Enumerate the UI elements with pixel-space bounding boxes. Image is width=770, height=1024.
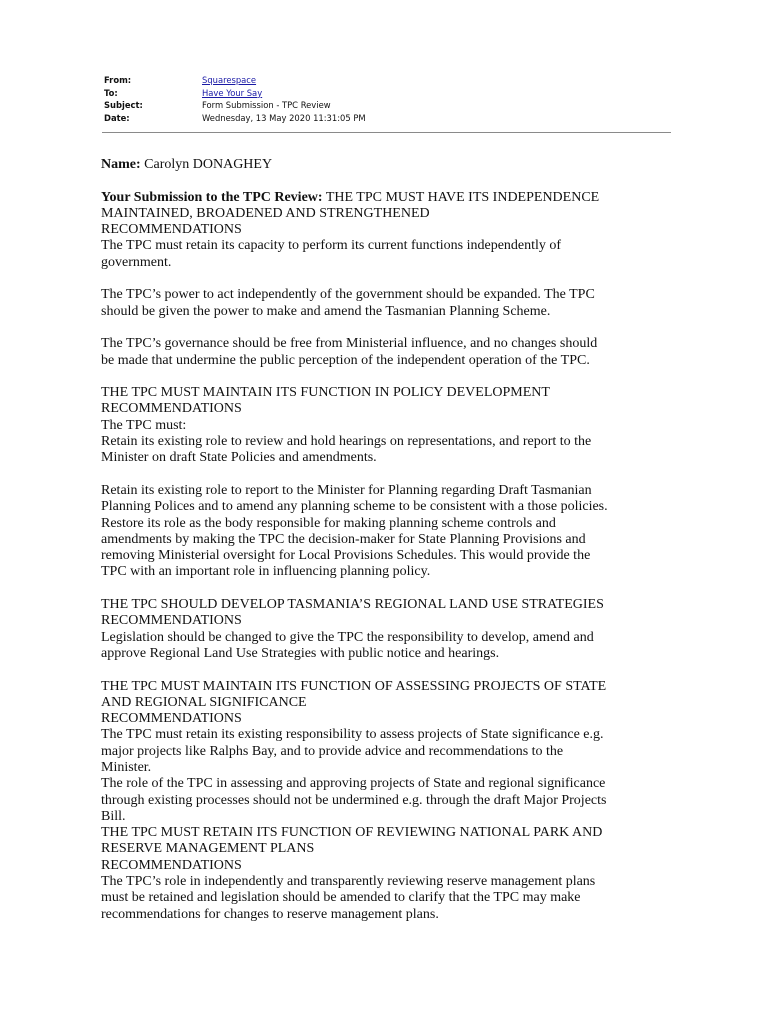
line-text: Minister on draft State Policies and amendments. bbox=[101, 450, 377, 466]
line-text: approve Regional Land Use Strategies with public notice and hearings. bbox=[101, 645, 500, 661]
to-row bbox=[104, 87, 672, 100]
line-text: MAINTAINED, BROADENED AND STRENGTHENED bbox=[101, 205, 430, 221]
line-text: The TPC’s role in independently and transparently reviewing reserve management plans bbox=[101, 874, 596, 890]
text-line bbox=[101, 499, 673, 515]
line-text: RECOMMENDATIONS bbox=[101, 857, 242, 873]
line-text: THE TPC MUST MAINTAIN ITS FUNCTION OF ASSESSING PROJECTS OF STATE bbox=[101, 678, 607, 694]
submission-text bbox=[101, 190, 673, 923]
text-line bbox=[101, 385, 673, 401]
text-line bbox=[101, 206, 673, 222]
blank-line bbox=[101, 271, 673, 287]
line-text: through existing processes should not be undermined e.g. through the draft Major Projects bbox=[101, 792, 607, 808]
line-text: recommendations for changes to reserve management plans. bbox=[101, 906, 439, 922]
line-text: removing Ministerial oversight for Local Provisions Schedules. This would provide the bbox=[101, 548, 591, 564]
line-text: Bill. bbox=[101, 808, 126, 824]
text-line bbox=[101, 727, 673, 743]
text-line bbox=[101, 711, 673, 727]
to-label: To: bbox=[104, 87, 118, 98]
line-text: RESERVE MANAGEMENT PLANS bbox=[101, 841, 315, 857]
line-text: The TPC must retain its capacity to perform its current functions independently of bbox=[101, 238, 562, 254]
line-text: Retain its existing role to review and hold hearings on representations, and report to the bbox=[101, 434, 592, 450]
text-line bbox=[101, 548, 673, 564]
to-link[interactable]: Have Your Say bbox=[202, 87, 263, 98]
from-link[interactable]: Squarespace bbox=[202, 75, 257, 85]
line-text: THE TPC MUST HAVE ITS INDEPENDENCE bbox=[325, 189, 600, 205]
blank-line bbox=[101, 369, 673, 385]
subject-value: Form Submission - TPC Review bbox=[202, 100, 331, 111]
text-line bbox=[101, 222, 673, 238]
text-line bbox=[101, 744, 673, 760]
date-label: Date: bbox=[104, 112, 130, 123]
line-text: amendments by making the TPC the decision-maker for State Planning Provisions and bbox=[101, 531, 586, 547]
text-line bbox=[101, 776, 673, 792]
text-line bbox=[101, 304, 673, 320]
line-text: THE TPC MUST MAINTAIN ITS FUNCTION IN POLICY DEVELOPMENT bbox=[101, 385, 550, 401]
line-text: should be given the power to make and amend the Tasmanian Planning Scheme. bbox=[101, 303, 551, 319]
line-text: The role of the TPC in assessing and approving projects of State and regional significance bbox=[101, 776, 606, 792]
line-text: RECOMMENDATIONS bbox=[101, 613, 242, 629]
line-text: RECOMMENDATIONS bbox=[101, 711, 242, 727]
text-line bbox=[101, 597, 673, 613]
line-text: TPC with an important role in influencing planning policy. bbox=[101, 564, 431, 580]
line-text: be made that undermine the public perception of the independent operation of the TPC. bbox=[101, 352, 590, 368]
email-header bbox=[104, 74, 672, 124]
line-text: RECOMMENDATIONS bbox=[101, 401, 242, 417]
line-text: The TPC’s governance should be free from Ministerial influence, and no changes should bbox=[101, 336, 598, 352]
text-line bbox=[101, 564, 673, 580]
date-row bbox=[104, 112, 672, 125]
text-line bbox=[101, 450, 673, 466]
date-value: Wednesday, 13 May 2020 11:31:05 PM bbox=[202, 112, 366, 123]
text-line bbox=[101, 434, 673, 450]
line-text: The TPC must retain its existing responsibility to assess projects of State significance e.g. bbox=[101, 727, 604, 743]
blank-line bbox=[101, 320, 673, 336]
line-text: RECOMMENDATIONS bbox=[101, 222, 242, 238]
email-body bbox=[101, 157, 673, 923]
subject-row bbox=[104, 99, 672, 112]
blank-line bbox=[101, 581, 673, 597]
line-text: AND REGIONAL SIGNIFICANCE bbox=[101, 694, 307, 710]
text-line bbox=[101, 353, 673, 369]
line-text: Planning Polices and to amend any planning scheme to be consistent with a those policies. bbox=[101, 499, 608, 515]
text-line bbox=[101, 858, 673, 874]
text-line bbox=[101, 646, 673, 662]
text-line bbox=[101, 793, 673, 809]
text-line bbox=[101, 336, 673, 352]
text-line bbox=[101, 890, 673, 906]
line-text: major projects like Ralphs Bay, and to provide advice and recommendations to the bbox=[101, 743, 564, 759]
line-text: THE TPC SHOULD DEVELOP TASMANIA’S REGIONAL LAND USE STRATEGIES bbox=[101, 597, 604, 613]
line-text: The TPC’s power to act independently of the government should be expanded. The TPC bbox=[101, 287, 595, 303]
name-label: Name: bbox=[101, 157, 141, 172]
name-line bbox=[101, 157, 673, 173]
text-line bbox=[101, 238, 673, 254]
text-line bbox=[101, 809, 673, 825]
text-line bbox=[101, 190, 673, 206]
text-line bbox=[101, 630, 673, 646]
text-line bbox=[101, 907, 673, 923]
line-text: Restore its role as the body responsible for making planning scheme controls and bbox=[101, 515, 556, 531]
line-text: THE TPC MUST RETAIN ITS FUNCTION OF REVIEWING NATIONAL PARK AND bbox=[101, 825, 603, 841]
text-line bbox=[101, 760, 673, 776]
from-label: From: bbox=[104, 75, 132, 85]
line-text: Minister. bbox=[101, 759, 152, 775]
name-value: Carolyn DONAGHEY bbox=[144, 157, 273, 172]
submission-label: Your Submission to the TPC Review: bbox=[101, 189, 323, 205]
text-line bbox=[101, 401, 673, 417]
text-line bbox=[101, 841, 673, 857]
line-text: must be retained and legislation should be amended to clarify that the TPC may make bbox=[101, 890, 581, 906]
text-line bbox=[101, 287, 673, 303]
blank-line bbox=[101, 467, 673, 483]
line-text: Retain its existing role to report to the Minister for Planning regarding Draft Tasmanian bbox=[101, 482, 592, 498]
paragraph-gap bbox=[101, 173, 673, 189]
blank-line bbox=[101, 662, 673, 678]
line-text: Legislation should be changed to give the TPC the responsibility to develop, amend and bbox=[101, 629, 594, 645]
text-line bbox=[101, 613, 673, 629]
text-line bbox=[101, 695, 673, 711]
text-line bbox=[101, 874, 673, 890]
text-line bbox=[101, 679, 673, 695]
subject-label: Subject: bbox=[104, 100, 143, 111]
line-text: government. bbox=[101, 254, 172, 270]
text-line bbox=[101, 255, 673, 271]
text-line bbox=[101, 418, 673, 434]
from-row bbox=[104, 74, 672, 87]
text-line bbox=[101, 516, 673, 532]
text-line bbox=[101, 532, 673, 548]
header-divider bbox=[102, 132, 671, 133]
text-line bbox=[101, 825, 673, 841]
line-text: The TPC must: bbox=[101, 417, 187, 433]
text-line bbox=[101, 483, 673, 499]
